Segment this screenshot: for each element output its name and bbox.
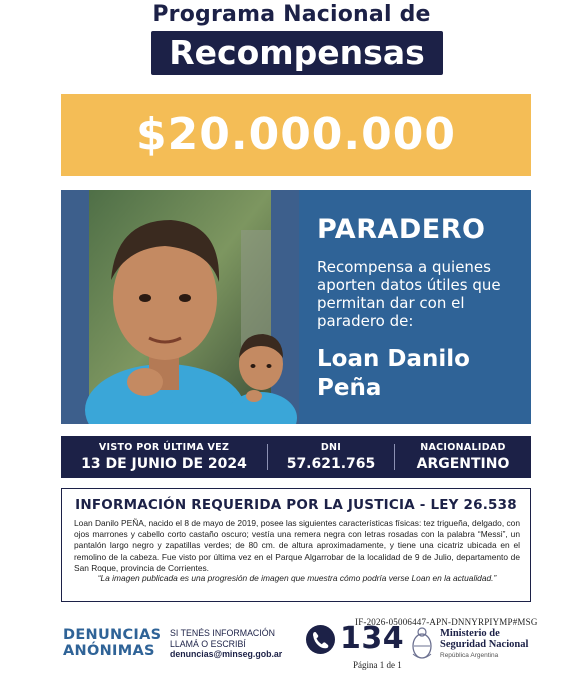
dni-label: DNI: [320, 442, 342, 453]
last-seen-cell: [61, 436, 267, 478]
panel-text: Recompensa a quienes aporten datos útiles que permitan dar con el paradero de:: [317, 258, 501, 330]
ministry-line-2: Seguridad Nacional: [440, 639, 529, 650]
child-photo-illustration: [61, 190, 299, 424]
anonymous-reports-label: [63, 627, 161, 659]
program-title: Programa Nacional de: [152, 2, 431, 27]
dni-cell: [268, 436, 394, 478]
last-seen-label: VISTO POR ÚLTIMA VEZ: [98, 442, 230, 453]
denuncias-line: DENUNCIAS: [63, 627, 162, 643]
image-note: “La imagen publicada es una progresión de imagen que muestra cómo podría verse Loan en la actualidad.”: [97, 573, 497, 583]
dni-value: 57.621.765: [286, 456, 376, 472]
panel-title: PARADERO: [317, 214, 486, 245]
child-photo: [61, 190, 299, 424]
phone-icon: [306, 625, 335, 654]
last-seen-value: 13 DE JUNIO DE 2024: [81, 456, 247, 472]
contact-line-1: SI TENÉS INFORMACIÓN: [170, 628, 275, 638]
ministry-label: [440, 628, 528, 661]
document-id: IF-2026-05006447-APN-DNNYRPIYMP#MSG: [355, 617, 538, 627]
reward-amount: $20.000.000: [61, 94, 531, 176]
coat-of-arms-icon: [411, 626, 433, 662]
required-info-box: [61, 488, 531, 602]
missing-person-name: Loan Danilo Peña: [317, 346, 470, 401]
ministry-line-3: República Argentina: [440, 652, 499, 659]
required-info-title: INFORMACIÓN REQUERIDA POR LA JUSTICIA - LEY 26.538: [75, 497, 517, 513]
page-number: Página 1 de 1: [353, 660, 402, 670]
ministry-line-1: Ministerio de: [440, 628, 500, 639]
whereabouts-panel: [299, 190, 531, 424]
recompensas-banner: Recompensas: [151, 31, 443, 75]
contact-email[interactable]: denuncias@minseg.gob.ar: [170, 649, 283, 660]
contact-line-2: LLAMÁ O ESCRIBÍ: [170, 638, 246, 649]
nationality-cell: [395, 436, 531, 478]
hotline-number[interactable]: 134: [340, 621, 405, 656]
nationality-value: ARGENTINO: [416, 456, 510, 472]
facts-bar: [61, 436, 531, 478]
contact-info: [170, 628, 282, 660]
description-text: Loan Danilo PEÑA, nacido el 8 de mayo de 2019, posee las siguientes características físicas: tez trigueña, delgado, con ojos marrones y cabello corto castaño oscuro; vestía una remera negra con letras rosadas con la palabra “Messi”, un pantalón largo negro y zapatillas verdes; de 80 cm. de altura aproximadamente, y tiene una cicatriz ubicada en el remolino de la cabeza. Fue visto por última vez en el Parque Algarrobar de la localidad de 9 de Julio, departamento de San Roque, provincia de Corrientes.: [74, 518, 521, 573]
anonimas-line: ANÓNIMAS: [63, 643, 155, 659]
nationality-label: NACIONALIDAD: [420, 442, 506, 453]
